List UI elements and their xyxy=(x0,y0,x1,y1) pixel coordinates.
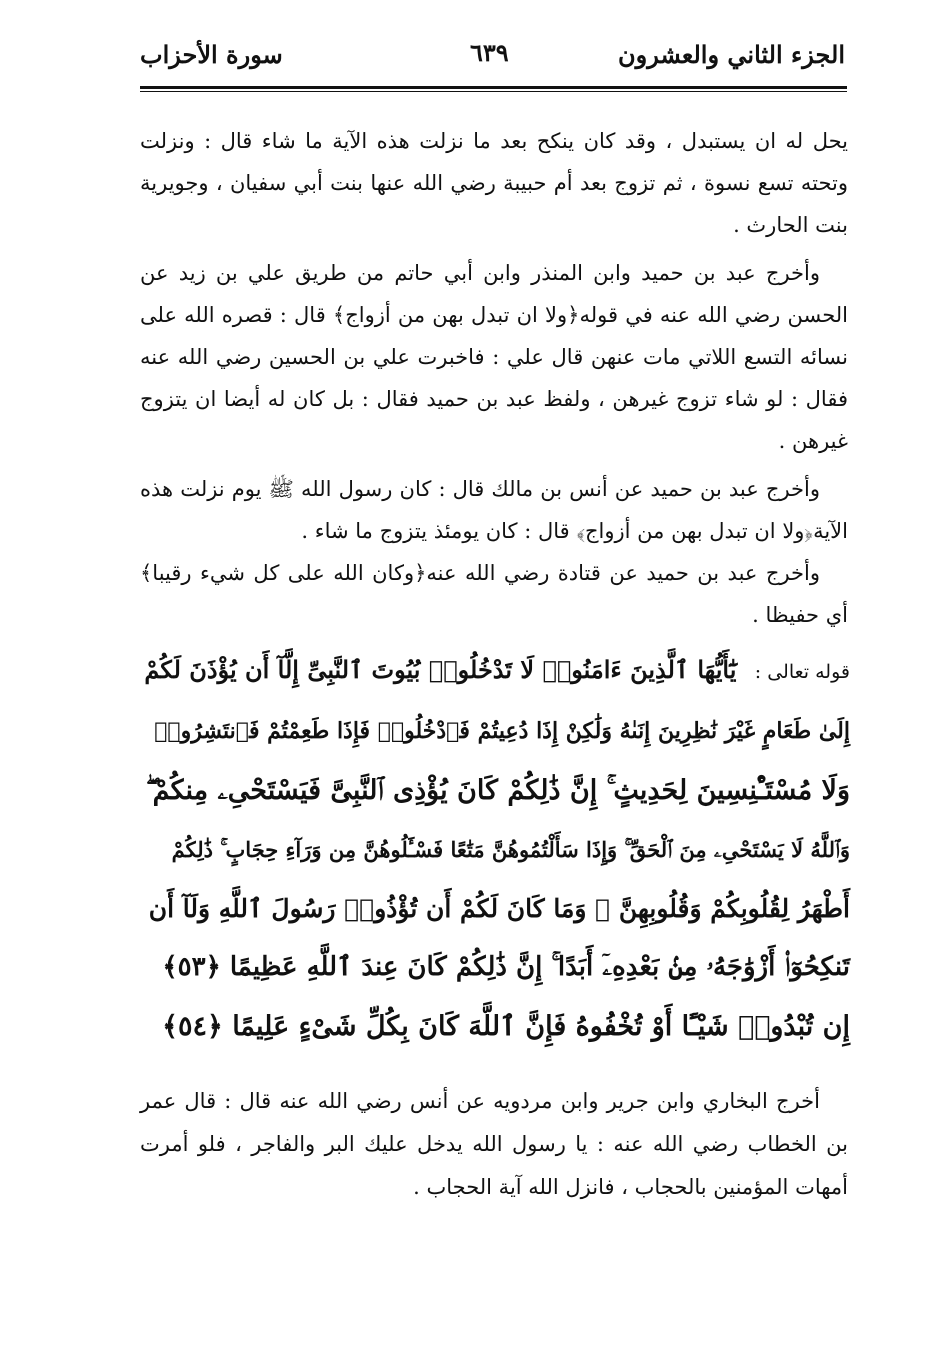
quran-line-4: وَٱللَّهُ لَا يَسْتَحْىِۦ مِنَ ٱلْحَقِّ ۚ وَإِذَا سَأَلْتُمُوهُنَّ مَتَٰعًا فَسْـَٔلُوهُنَّ مِن وَرَآءِ حِجَابٍ ۚ ذَٰلِكُمْ xyxy=(171,837,850,862)
header-rule xyxy=(140,86,847,89)
quran-line-1 xyxy=(140,640,850,702)
header-rule-thin xyxy=(140,91,847,92)
surah-title: سورة الأحزاب xyxy=(140,40,283,69)
paragraph-3: وأخرج عبد بن حميد عن أنس بن مالك قال : كان رسول الله ﷺ يوم نزلت هذه الآية﴿ولا ان تبدل بهن من أزواج﴾ قال : كان يومئذ يتزوج ما شاء . xyxy=(140,477,848,543)
commentary-top xyxy=(140,120,848,636)
quran-line-7: إِن تُبْدُوا۟ شَيْـًٔا أَوْ تُخْفُوهُ فَإِنَّ ٱللَّهَ كَانَ بِكُلِّ شَىْءٍ عَلِيمًا ﴿٥٤﴾ xyxy=(162,1011,850,1042)
quran-line-6: تَنكِحُوٓا۟ أَزْوَٰجَهُۥ مِنۢ بَعْدِهِۦٓ أَبَدًا ۚ إِنَّ ذَٰلِكُمْ كَانَ عِندَ ٱللَّهِ عَظِيمًا ﴿٥٣﴾ xyxy=(162,952,850,982)
quran-line-3: وَلَا مُسْتَـْٔنِسِينَ لِحَدِيثٍ ۚ إِنَّ ذَٰلِكُمْ كَانَ يُؤْذِى ٱلنَّبِىَّ فَيَسْتَحْىِۦ مِنكُمْ ۖ xyxy=(145,775,850,806)
page-number: ٦٣٩ xyxy=(470,38,509,67)
quran-line-5: أَطْهَرُ لِقُلُوبِكُمْ وَقُلُوبِهِنَّ ۚ وَمَا كَانَ لَكُمْ أَن تُؤْذُوا۟ رَسُولَ ٱللَّهِ وَلَآ أَن xyxy=(148,894,850,923)
paragraph-5: أخرج البخاري وابن جرير وابن مردويه عن أنس رضي الله عنه قال : قال عمر بن الخطاب رضي الله عنه : يا رسول الله يدخل عليك البر والفاجر ، فلو أمرت أمهات المؤمنين بالحجاب ، فانزل الله آية الحجاب . xyxy=(140,1089,848,1199)
paragraph-2: وأخرج عبد بن حميد وابن المنذر وابن أبي حاتم من طريق علي بن زيد عن الحسن رضي الله عنه في قوله﴿ولا ان تبدل بهن من أزواج﴾ قال : قصره الله على نسائه التسع اللاتي مات عنهن قال علي : فاخبرت علي بن الحسين رضي الله عنه فقال : لو شاء تزوج غيرهن ، ولفظ عبد بن حميد فقال : بل كان له أيضا ان يتزوج غيرهن . xyxy=(140,261,848,453)
page-header xyxy=(140,36,845,80)
quran-line-2: إِلَىٰ طَعَامٍ غَيْرَ نَٰظِرِينَ إِنَىٰهُ وَلَٰكِنْ إِذَا دُعِيتُمْ فَٱدْخُلُوا۟ فَإِذَا طَعِمْتُمْ فَٱنتَشِرُوا۟ xyxy=(154,718,850,744)
commentary-bottom xyxy=(140,1080,848,1209)
part-title: الجزء الثاني والعشرون xyxy=(618,40,845,69)
verse-intro: قوله تعالى : xyxy=(754,661,850,683)
paragraph-4: وأخرج عبد بن حميد عن قتادة رضي الله عنه﴿وكان الله على كل شيء رقيبا﴾ أي حفيظا . xyxy=(140,561,848,627)
quran-line-1-text: يَٰٓأَيُّهَا ٱلَّذِينَ ءَامَنُوا۟ لَا تَدْخُلُوا۟ بُيُوتَ ٱلنَّبِىِّ إِلَّآ أَن يُؤْذَنَ لَكُمْ xyxy=(144,655,737,684)
quran-verses xyxy=(140,640,850,1056)
paragraph-1: يحل له ان يستبدل ، وقد كان ينكح بعد ما نزلت هذه الآية ما شاء قال : ونزلت وتحته تسع نسوة ، ثم تزوج بعد أم حبيبة رضي الله عنها بنت أبي سفيان ، وجويرية بنت الحارث . xyxy=(140,129,848,237)
